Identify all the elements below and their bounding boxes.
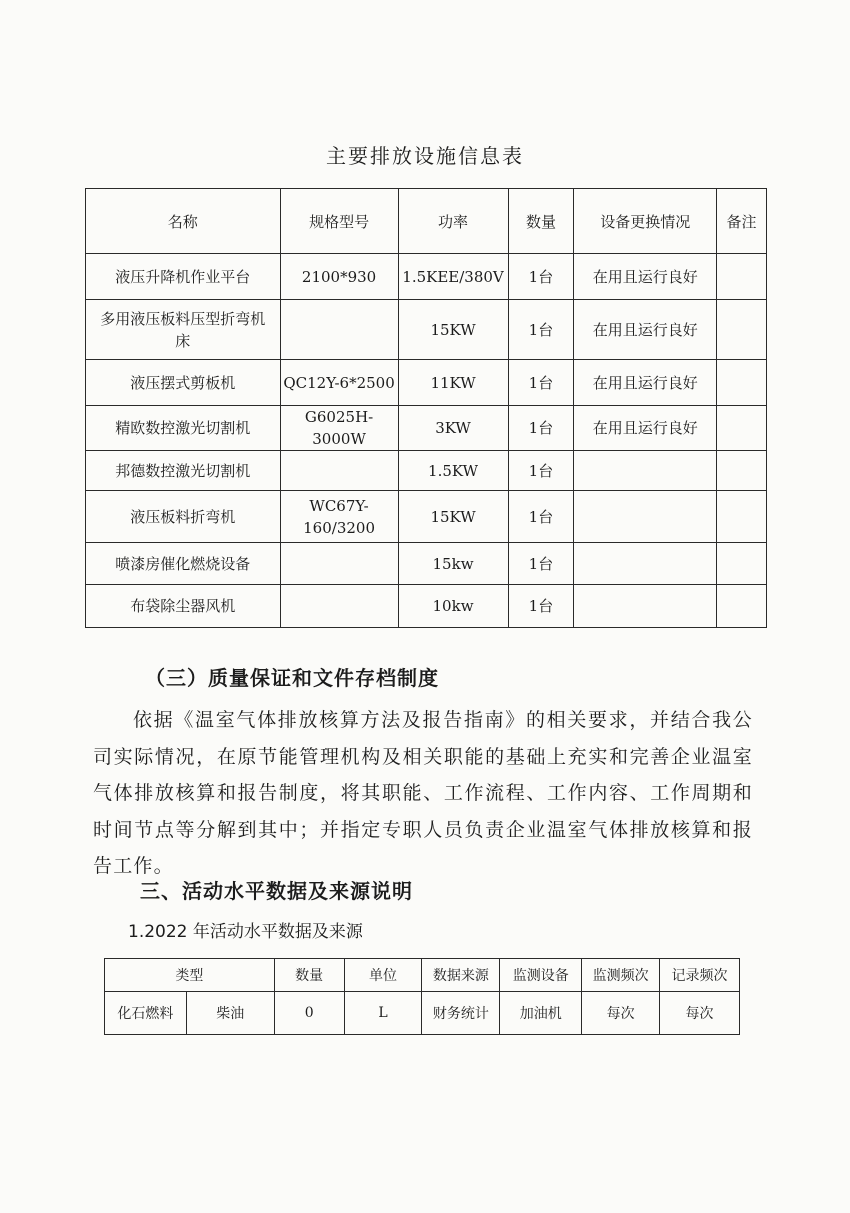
table-cell <box>717 406 767 451</box>
table-cell: 1台 <box>508 451 574 491</box>
table-cell <box>717 360 767 406</box>
table-cell <box>574 585 717 628</box>
section-heading-quality: （三）质量保证和文件存档制度 <box>145 666 439 690</box>
table-header-row <box>105 959 740 992</box>
section-paragraph-quality: 依据《温室气体排放核算方法及报告指南》的相关要求，并结合我公司实际情况，在原节能管理机构及相关职能的基础上充实和完善企业温室气体排放核算和报告制度，将其职能、工作流程、工作内容、工作周期和时间节点等分解到其中；并指定专职人员负责企业温室气体排放核算和报告工作。 <box>93 709 753 877</box>
table-cell <box>717 585 767 628</box>
table-cell: 1台 <box>508 406 574 451</box>
column-header: 类型 <box>105 959 275 992</box>
table-cell: L <box>344 992 422 1035</box>
table-cell: 财务统计 <box>422 992 500 1035</box>
table-cell: 1台 <box>508 543 574 585</box>
equipment-table <box>85 188 767 628</box>
table-row <box>86 300 767 360</box>
table-cell <box>717 300 767 360</box>
table-cell: 在用且运行良好 <box>574 360 717 406</box>
table-cell: 加油机 <box>500 992 582 1035</box>
table-row <box>86 585 767 628</box>
table-cell: 1台 <box>508 360 574 406</box>
column-header: 备注 <box>717 189 767 254</box>
table-cell: 在用且运行良好 <box>574 254 717 300</box>
table-cell: 3KW <box>398 406 508 451</box>
column-header: 设备更换情况 <box>574 189 717 254</box>
table-cell <box>280 585 398 628</box>
table-cell <box>717 451 767 491</box>
table-cell <box>717 543 767 585</box>
table-cell: 1台 <box>508 254 574 300</box>
table-row <box>86 491 767 543</box>
table-cell: 每次 <box>582 992 660 1035</box>
column-header: 记录频次 <box>660 959 740 992</box>
table-row <box>86 254 767 300</box>
table-cell: 11KW <box>398 360 508 406</box>
table-cell: 化石燃料 <box>105 992 187 1035</box>
table-cell: 在用且运行良好 <box>574 406 717 451</box>
table-cell: 15KW <box>398 491 508 543</box>
table-cell: 1台 <box>508 491 574 543</box>
column-header: 数据来源 <box>422 959 500 992</box>
table-cell: 液压摆式剪板机 <box>86 360 281 406</box>
table-row <box>86 451 767 491</box>
table-cell: QC12Y-6*2500 <box>280 360 398 406</box>
table-cell: WC67Y-160/3200 <box>280 491 398 543</box>
column-header: 规格型号 <box>280 189 398 254</box>
table-row <box>86 360 767 406</box>
equipment-table-title: 主要排放设施信息表 <box>326 144 524 168</box>
table-cell: 喷漆房催化燃烧设备 <box>86 543 281 585</box>
table-cell <box>574 491 717 543</box>
table-cell: 布袋除尘器风机 <box>86 585 281 628</box>
column-header: 单位 <box>344 959 422 992</box>
table-cell: 2100*930 <box>280 254 398 300</box>
table-cell <box>717 254 767 300</box>
activity-data-table <box>104 958 740 1035</box>
column-header: 监测频次 <box>582 959 660 992</box>
table-cell <box>280 543 398 585</box>
table-row <box>105 992 740 1035</box>
column-header: 数量 <box>508 189 574 254</box>
table-cell <box>280 451 398 491</box>
table-row <box>86 543 767 585</box>
table-cell: 液压板料折弯机 <box>86 491 281 543</box>
table-cell: 邦德数控激光切割机 <box>86 451 281 491</box>
table-cell: 1.5KEE/380V <box>398 254 508 300</box>
table-cell: 10kw <box>398 585 508 628</box>
column-header: 名称 <box>86 189 281 254</box>
table-cell: 精欧数控激光切割机 <box>86 406 281 451</box>
table-cell <box>280 300 398 360</box>
table-cell: 1台 <box>508 300 574 360</box>
table-cell: 0 <box>274 992 344 1035</box>
table-cell: G6025H-3000W <box>280 406 398 451</box>
subsection-heading-2022: 1.2022 年活动水平数据及来源 <box>128 922 363 942</box>
table-cell: 在用且运行良好 <box>574 300 717 360</box>
column-header: 功率 <box>398 189 508 254</box>
table-cell <box>717 491 767 543</box>
table-cell: 液压升降机作业平台 <box>86 254 281 300</box>
table-cell: 15KW <box>398 300 508 360</box>
section-heading-activity: 三、活动水平数据及来源说明 <box>140 879 413 903</box>
table-header-row <box>86 189 767 254</box>
table-cell: 多用液压板料压型折弯机床 <box>86 300 281 360</box>
table-cell <box>574 451 717 491</box>
table-cell: 15kw <box>398 543 508 585</box>
table-cell: 1.5KW <box>398 451 508 491</box>
table-cell: 1台 <box>508 585 574 628</box>
table-cell: 每次 <box>660 992 740 1035</box>
column-header: 监测设备 <box>500 959 582 992</box>
table-row <box>86 406 767 451</box>
column-header: 数量 <box>274 959 344 992</box>
table-cell: 柴油 <box>186 992 274 1035</box>
table-cell <box>574 543 717 585</box>
